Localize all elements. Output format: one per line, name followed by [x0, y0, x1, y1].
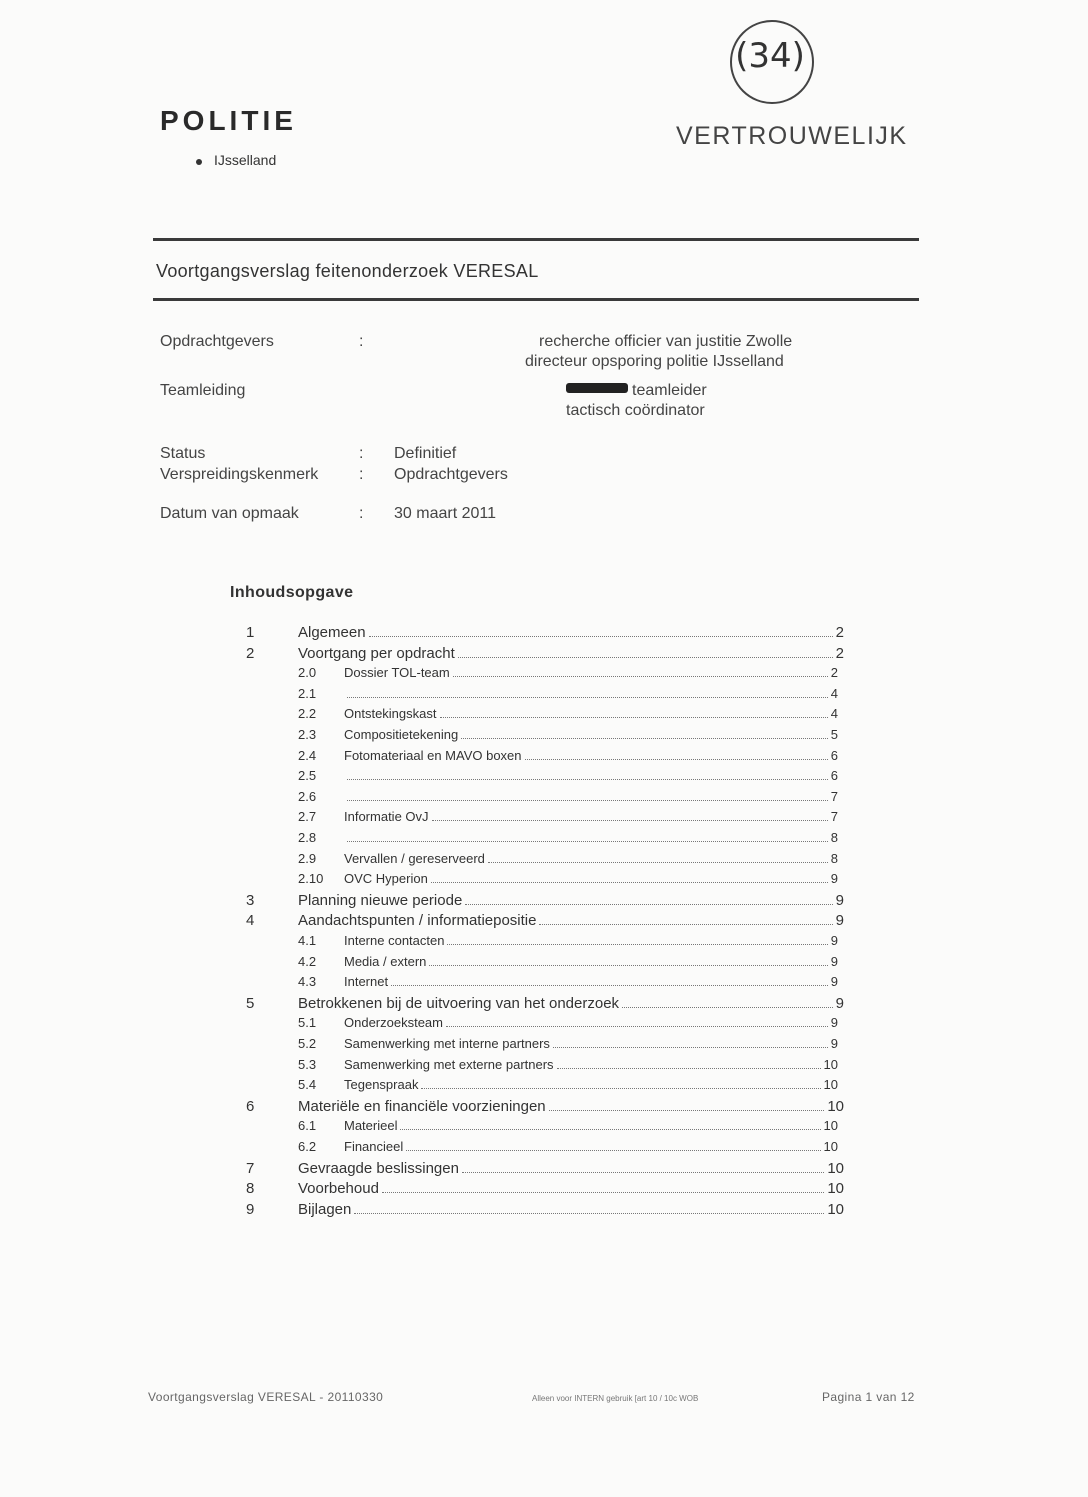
toc-leader: [446, 1026, 828, 1027]
toc-line: [298, 995, 844, 1012]
toc-entry: [246, 995, 844, 1015]
toc-line: [344, 1118, 838, 1134]
toc-entry: [246, 974, 844, 994]
toc-title: Financieel: [344, 1139, 404, 1154]
toc-line: [298, 912, 844, 929]
toc-page: 9: [835, 912, 844, 930]
footer-middle: Alleen voor INTERN gebruik [art 10 / 10c WOB: [532, 1394, 699, 1403]
toc-title: Onderzoeksteam: [344, 1015, 443, 1031]
toc-title: Voorbehoud: [298, 1180, 379, 1198]
toc-number: 2.2: [298, 706, 317, 722]
toc-page: 10: [827, 1097, 844, 1115]
toc-leader: [429, 965, 827, 966]
toc-entry: [246, 768, 844, 788]
opdrachtgever-1: recherche officier van justitie Zwolle: [539, 333, 793, 350]
top-rule: [153, 238, 919, 241]
footer-left: Voortgangsverslag VERESAL - 20110330: [148, 1390, 384, 1404]
toc-line: [344, 686, 838, 702]
toc-number: 2.8: [298, 830, 317, 845]
toc-line: [344, 830, 838, 846]
toc-number: 2: [246, 644, 255, 662]
toc-line: [344, 768, 838, 784]
toc-leader: [488, 862, 828, 863]
toc-number: 6.2: [298, 1139, 317, 1154]
toc-title: Betrokkenen bij de uitvoering van het onderzoek: [298, 994, 620, 1012]
toc-page: 9: [835, 994, 844, 1012]
toc-line: [344, 665, 838, 681]
toc-line: [344, 748, 838, 764]
toc-title: Materieel: [344, 1118, 398, 1134]
toc-line: [298, 892, 844, 909]
toc-entry: [246, 1118, 844, 1138]
bullet-icon: [196, 159, 202, 165]
toc-leader: [553, 1047, 828, 1048]
toc-leader: [622, 1007, 833, 1008]
toc-page: 2: [835, 624, 844, 641]
toc-number: 6: [246, 1097, 255, 1115]
toc-page: 9: [830, 974, 838, 990]
toc-leader: [382, 1192, 824, 1193]
document-title: Voortgangsverslag feitenonderzoek VERESAL: [156, 261, 539, 281]
toc-entry: [246, 686, 844, 706]
toc-entry: [246, 871, 844, 891]
toc-entry: [246, 727, 844, 747]
toc-title: Samenwerking met externe partners: [344, 1056, 554, 1072]
toc-number: 5.4: [298, 1077, 317, 1093]
toc-line: [298, 645, 844, 662]
toc-title: Media / extern: [344, 953, 427, 969]
toc-entry: [246, 1057, 844, 1077]
opdrachtgevers-label: Opdrachtgevers: [160, 333, 274, 350]
toc-line: [344, 1139, 838, 1155]
title-rule: [153, 298, 919, 301]
toc-leader: [447, 944, 827, 945]
toc-number: 1: [246, 624, 255, 641]
toc-number: 5.2: [298, 1036, 317, 1051]
teamleiding-label: Teamleiding: [160, 382, 246, 399]
toc-line: [344, 1015, 838, 1031]
toc-entry: [246, 809, 844, 829]
toc-page: 7: [830, 809, 838, 825]
toc-page: 10: [827, 1200, 844, 1218]
toc-entry: [246, 1139, 844, 1159]
toc-page: 9: [830, 953, 838, 969]
coordinator-role: tactisch coördinator: [566, 402, 705, 419]
toc-entry: [246, 954, 844, 974]
toc-page: 4: [830, 685, 838, 701]
datum-label: Datum van opmaak: [160, 505, 299, 522]
toc-page: 9: [835, 891, 844, 909]
toc-line: [344, 974, 838, 990]
toc-entry: [246, 1201, 844, 1221]
toc-page: 8: [830, 850, 838, 866]
toc-line: [298, 1180, 844, 1197]
toc-line: [344, 851, 838, 867]
toc-number: 5: [246, 994, 255, 1012]
toc-number: 5.3: [298, 1056, 317, 1072]
toc-entry: [246, 1098, 844, 1118]
toc-leader: [406, 1150, 820, 1151]
toc-entry: [246, 933, 844, 953]
toc-leader: [400, 1129, 820, 1130]
toc-leader: [369, 636, 833, 637]
toc-leader: [557, 1068, 821, 1069]
toc-entry: [246, 1077, 844, 1097]
toc-number: 4.1: [298, 933, 317, 948]
toc-entry: [246, 830, 844, 850]
toc-leader: [539, 924, 832, 925]
colon: :: [359, 505, 364, 522]
toc-page: 10: [823, 1056, 838, 1072]
toc-line: [298, 1160, 844, 1177]
toc-line: [344, 809, 838, 825]
toc-title: Vervallen / gereserveerd: [344, 850, 485, 866]
toc-number: 2.0: [298, 665, 317, 681]
toc-number: 4.3: [298, 974, 317, 990]
toc-line: [298, 1098, 844, 1115]
toc-line: [344, 1077, 838, 1093]
toc-title: Fotomateriaal en MAVO boxen: [344, 747, 522, 763]
toc-number: 5.1: [298, 1015, 317, 1031]
toc-number: 2.5: [298, 768, 317, 784]
toc-title: Aandachtspunten / informatiepositie: [298, 912, 537, 930]
toc-heading: Inhoudsopgave: [230, 584, 354, 601]
verspreiding-value: Opdrachtgevers: [394, 466, 508, 483]
toc-title: Materiële en financiële voorzieningen: [298, 1097, 546, 1115]
toc-title: Samenwerking met interne partners: [344, 1036, 550, 1051]
logo-region: IJsselland: [214, 152, 277, 168]
colon: :: [359, 333, 364, 350]
toc-title: Gevraagde beslissingen: [298, 1159, 459, 1177]
toc-number: 4: [246, 912, 255, 930]
redaction-bar: [566, 383, 628, 393]
toc-entry: [246, 912, 844, 932]
politie-logo: POLITIE: [160, 105, 297, 136]
status-label: Status: [160, 445, 206, 462]
datum-value: 30 maart 2011: [394, 505, 496, 522]
toc-leader: [432, 820, 828, 821]
toc-leader: [347, 779, 828, 780]
toc-number: 4.2: [298, 953, 317, 969]
toc-number: 3: [246, 891, 255, 909]
toc-leader: [461, 738, 828, 739]
toc-title: OVC Hyperion: [344, 871, 428, 887]
toc-number: 2.6: [298, 788, 317, 804]
toc-line: [344, 1057, 838, 1073]
toc-entry: [246, 789, 844, 809]
toc-number: 2.7: [298, 809, 317, 825]
toc-entry: [246, 851, 844, 871]
toc-number: 2.1: [298, 685, 317, 701]
toc-line: [298, 624, 844, 641]
toc-leader: [347, 841, 828, 842]
toc-page: 10: [823, 1077, 838, 1093]
toc-leader: [347, 800, 828, 801]
toc-entry: [246, 665, 844, 685]
opdrachtgever-2: directeur opsporing politie IJsselland: [525, 353, 784, 370]
toc-line: [344, 727, 838, 743]
toc-leader: [549, 1110, 825, 1111]
toc-page: 6: [830, 768, 838, 784]
toc-entry: [246, 706, 844, 726]
toc-leader: [525, 759, 828, 760]
toc-leader: [431, 882, 828, 883]
toc-entry: [246, 624, 844, 644]
toc-page: 2: [830, 665, 838, 681]
toc-page: 6: [830, 747, 838, 763]
toc-number: 8: [246, 1180, 255, 1198]
toc-title: Compositietekening: [344, 727, 459, 742]
teamleider-role: teamleider: [632, 382, 707, 399]
toc-leader: [462, 1172, 824, 1173]
toc-page: 5: [830, 727, 838, 742]
toc-page: 9: [830, 933, 838, 948]
toc-title: Voortgang per opdracht: [298, 644, 455, 662]
toc-title: Algemeen: [298, 624, 366, 641]
footer-page: Pagina 1 van 12: [822, 1390, 915, 1404]
toc-line: [344, 871, 838, 887]
toc-entry: [246, 1180, 844, 1200]
toc-leader: [347, 697, 828, 698]
toc-number: 2.4: [298, 747, 317, 763]
toc-title: Internet: [344, 974, 389, 990]
toc-leader: [453, 676, 828, 677]
toc-title: Informatie OvJ: [344, 809, 429, 825]
toc-page: 7: [830, 788, 838, 804]
toc-number: 2.9: [298, 850, 317, 866]
toc-page: 9: [830, 1015, 838, 1031]
toc-entry: [246, 892, 844, 912]
toc-line: [344, 706, 838, 722]
toc-page: 4: [830, 706, 838, 722]
toc-number: 2.10: [298, 871, 324, 887]
toc-title: Ontstekingskast: [344, 706, 437, 722]
toc-line: [344, 1036, 838, 1052]
toc-page: 10: [827, 1180, 844, 1198]
toc-title: Dossier TOL-team: [344, 665, 450, 681]
toc-leader: [465, 904, 832, 905]
toc-line: [344, 789, 838, 805]
toc-leader: [421, 1088, 820, 1089]
toc-page: 10: [823, 1118, 838, 1134]
toc-leader: [391, 985, 828, 986]
toc-entry: [246, 1036, 844, 1056]
toc-entry: [246, 1160, 844, 1180]
toc-entry: [246, 748, 844, 768]
status-value: Definitief: [394, 445, 457, 462]
toc-page: 10: [827, 1159, 844, 1177]
classification-label: VERTROUWELIJK: [676, 122, 908, 150]
toc-page: 10: [823, 1139, 838, 1154]
toc-page: 9: [830, 871, 838, 887]
toc-number: 7: [246, 1159, 255, 1177]
toc-title: Bijlagen: [298, 1200, 352, 1218]
handwritten-page-number: (34): [735, 36, 805, 76]
toc-number: 2.3: [298, 727, 317, 742]
toc-leader: [354, 1213, 824, 1214]
toc-line: [298, 1201, 844, 1218]
toc-leader: [440, 717, 828, 718]
toc-line: [344, 933, 838, 949]
toc-entry: [246, 645, 844, 665]
toc-leader: [458, 657, 833, 658]
toc-page: 9: [830, 1036, 838, 1051]
toc-page: 2: [835, 644, 844, 662]
colon: :: [359, 466, 364, 483]
toc-number: 6.1: [298, 1118, 317, 1134]
toc-line: [344, 954, 838, 970]
toc-entry: [246, 1015, 844, 1035]
toc-title: Interne contacten: [344, 933, 445, 948]
toc-title: Tegenspraak: [344, 1077, 419, 1093]
toc-page: 8: [830, 830, 838, 845]
verspreiding-label: Verspreidingskenmerk: [160, 466, 319, 483]
toc-number: 9: [246, 1200, 255, 1218]
toc-title: Planning nieuwe periode: [298, 891, 463, 909]
colon: :: [359, 445, 364, 462]
